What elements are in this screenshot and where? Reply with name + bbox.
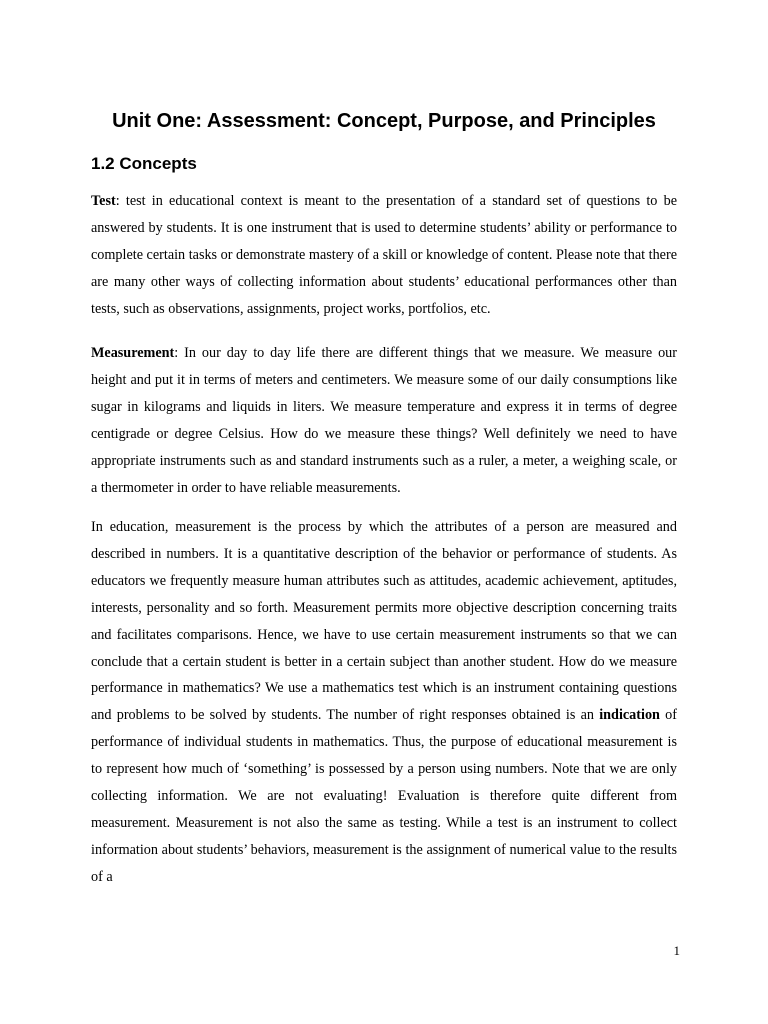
term-measurement: Measurement bbox=[91, 345, 175, 361]
education-text-before: In education, measurement is the process by which the attributes of a person are measured and described in numbers. It is a quantitative description of the behavior or performance of students. As educators we frequently measure human attributes such as attitudes, academic achievement, aptitudes, interests, personality and so forth. Measurement permits more objective description concerning traits and facilitates comparisons. Hence, we have to use certain measurement instruments so that we can conclude that a certain student is better in a certain subject than another student. How do we measure performance in mathematics? We use a mathematics test which is an instrument containing questions and problems to be solved by students. The number of right responses obtained is an bbox=[91, 519, 677, 724]
document-title: Unit One: Assessment: Concept, Purpose, and Principles bbox=[112, 110, 656, 132]
page-number: 1 bbox=[673, 943, 680, 958]
measurement-definition-text: : In our day to day life there are different things that we measure. We measure our height and put it in terms of meters and centimeters. We measure some of our daily consumptions like sugar in kilograms and liquids in liters. We measure temperature and express it in terms of degree centigrade or degree Celsius. How do we measure these things? Well definitely we need to have appropriate instruments such as and standard instruments such as a ruler, a meter, a weighing scale, or a thermometer in order to have reliable measurements. bbox=[91, 345, 677, 496]
paragraph-measurement-definition bbox=[91, 340, 677, 501]
paragraph-measurement-in-education bbox=[91, 514, 677, 891]
test-definition-text: : test in educational context is meant to the presentation of a standard set of questions to be answered by students. It is one instrument that is used to determine students’ ability or performance to complete certain tasks or demonstrate mastery of a skill or knowledge of content. Please note that there are many other ways of collecting information about students’ educational performances other than tests, such as observations, assignments, project works, portfolios, etc. bbox=[91, 193, 677, 317]
term-test: Test bbox=[91, 193, 116, 209]
paragraph-test-definition bbox=[91, 188, 677, 323]
education-text-after: of performance of individual students in mathematics. Thus, the purpose of educational measurement is to represent how much of ‘something’ is possessed by a person using numbers. Note that we are only collecting information. We are not evaluating! Evaluation is therefore quite different from measurement. Measurement is not also the same as testing. While a test is an instrument to collect information about students’ behaviors, measurement is the assignment of numerical value to the results of a bbox=[91, 707, 677, 885]
emphasis-indication: indication bbox=[599, 707, 660, 724]
section-heading: 1.2 Concepts bbox=[91, 154, 197, 173]
